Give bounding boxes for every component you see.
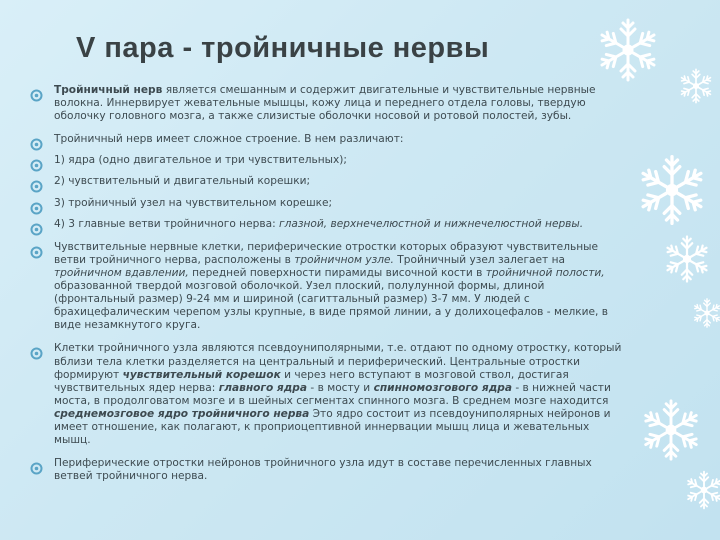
bullet-icon (30, 87, 43, 100)
text-run: 3) тройничный узел на чувствительном корешке; (54, 196, 333, 209)
text-run: Чувствительные нервные клетки, периферические отростки которых образуют чувствительные ветви тройничного нерва, расположены в (54, 240, 599, 266)
text-run: 1) ядра (одно двигательное и три чувствительных); (54, 154, 348, 167)
bullet-icon (30, 200, 43, 213)
bullet-text (54, 342, 628, 447)
text-run: является смешанным и содержит двигательные и чувствительные нервные волокна. Иннервирует жевательные мышцы, кожу лица и переднего отдела головы, твердую оболочку головного мозга, а также слизистые оболочки носовой и ротовой полостей, зубы. (54, 84, 596, 123)
bullet-icon (30, 221, 43, 234)
snowflake-icon (636, 395, 706, 465)
bullet-item (30, 457, 628, 483)
text-run: - в нижней части моста, в продолговатом мозге и в шейных сегментах спинного мозга. В среднем мозге находится (54, 381, 611, 407)
bullet-item (30, 154, 628, 167)
bullet-icon (30, 345, 43, 358)
snowflake-icon (592, 14, 664, 86)
bullet-icon (30, 460, 43, 473)
bullet-text (54, 84, 628, 123)
bullet-icon (30, 157, 43, 170)
bullet-icon (30, 136, 43, 149)
bullet-item (30, 133, 628, 146)
bullet-text (54, 175, 628, 188)
snowflake-icon (660, 232, 714, 286)
text-run: передней поверхности пирамиды височной кости в (188, 266, 486, 279)
text-run: тройничном вдавлении, (54, 266, 189, 279)
text-run: Это ядро состоит из псевдоуниполярных нейронов и имеет отношение, как полагают, к проприоцептивной иннервации мышц лица и жевательных мышц. (54, 407, 611, 447)
bullet-list (30, 84, 628, 483)
text-run: Клетки тройничного узла являются псевдоуниполярными, т.е. отдают по одному отростку, который вблизи тела клетки разделяется на центральный и периферический. Центральные отростки формируют (54, 342, 622, 381)
text-run: спинномозгового ядра (373, 381, 512, 394)
slide-title: V пара - тройничные нервы (76, 32, 490, 64)
text-run: Тройничный нерв (54, 84, 163, 96)
text-run: главного ядра (218, 381, 308, 394)
text-run: и через него вступают в мозговой ствол, достигая чувствительных ядер нерва: (54, 368, 569, 394)
snowflake-icon (682, 468, 720, 512)
bullet-icon (30, 244, 43, 257)
text-run: Тройничный нерв имеет сложное строение. В нем различают: (54, 133, 404, 146)
bullet-item (30, 175, 628, 188)
bullet-text (54, 133, 628, 146)
bullet-text (54, 218, 628, 231)
text-run: глазной, верхнечелюстной и нижнечелюстной нервы. (279, 217, 584, 230)
bullet-text (54, 154, 628, 167)
bullet-text (54, 197, 628, 210)
text-run: 2) чувствительный и двигательный корешки; (54, 175, 311, 188)
snowflake-icon (676, 66, 716, 106)
bullet-item (30, 342, 628, 447)
bullet-item (30, 241, 628, 333)
text-run: Периферические отростки нейронов тройничного узла идут в составе перечисленных главных ветвей тройничного нерва. (54, 457, 592, 483)
bullet-item (30, 197, 628, 210)
bullet-icon (30, 178, 43, 191)
bullet-text (54, 241, 628, 333)
bullet-text (54, 457, 628, 483)
text-run: - в мосту и (307, 381, 374, 394)
snowflake-icon (690, 296, 720, 330)
text-run: Тройничный узел залегает на (393, 253, 565, 266)
text-run: 4) 3 главные ветви тройничного нерва: (54, 217, 280, 230)
bullet-item (30, 218, 628, 231)
bullet-item (30, 84, 628, 123)
text-run: тройничном узле. (294, 253, 394, 266)
text-run: тройничной полости, (485, 266, 605, 279)
text-run: образованной твердой мозговой оболочкой. Узел плоский, полулунной формы, длиной (фронтальный размер) 9-24 мм и шириной (сагиттальный размер) 3-7 мм. У людей с брахицефалическим черепом узлы крупные, в виде прямой линии, а у долихоцефалов - мелкие, в виде незамкнутого круга. (54, 280, 609, 332)
text-run: среднемозговое ядро тройничного нерва (54, 407, 310, 420)
text-run: чувствительный корешок (122, 368, 281, 381)
snowflake-icon (632, 150, 712, 230)
